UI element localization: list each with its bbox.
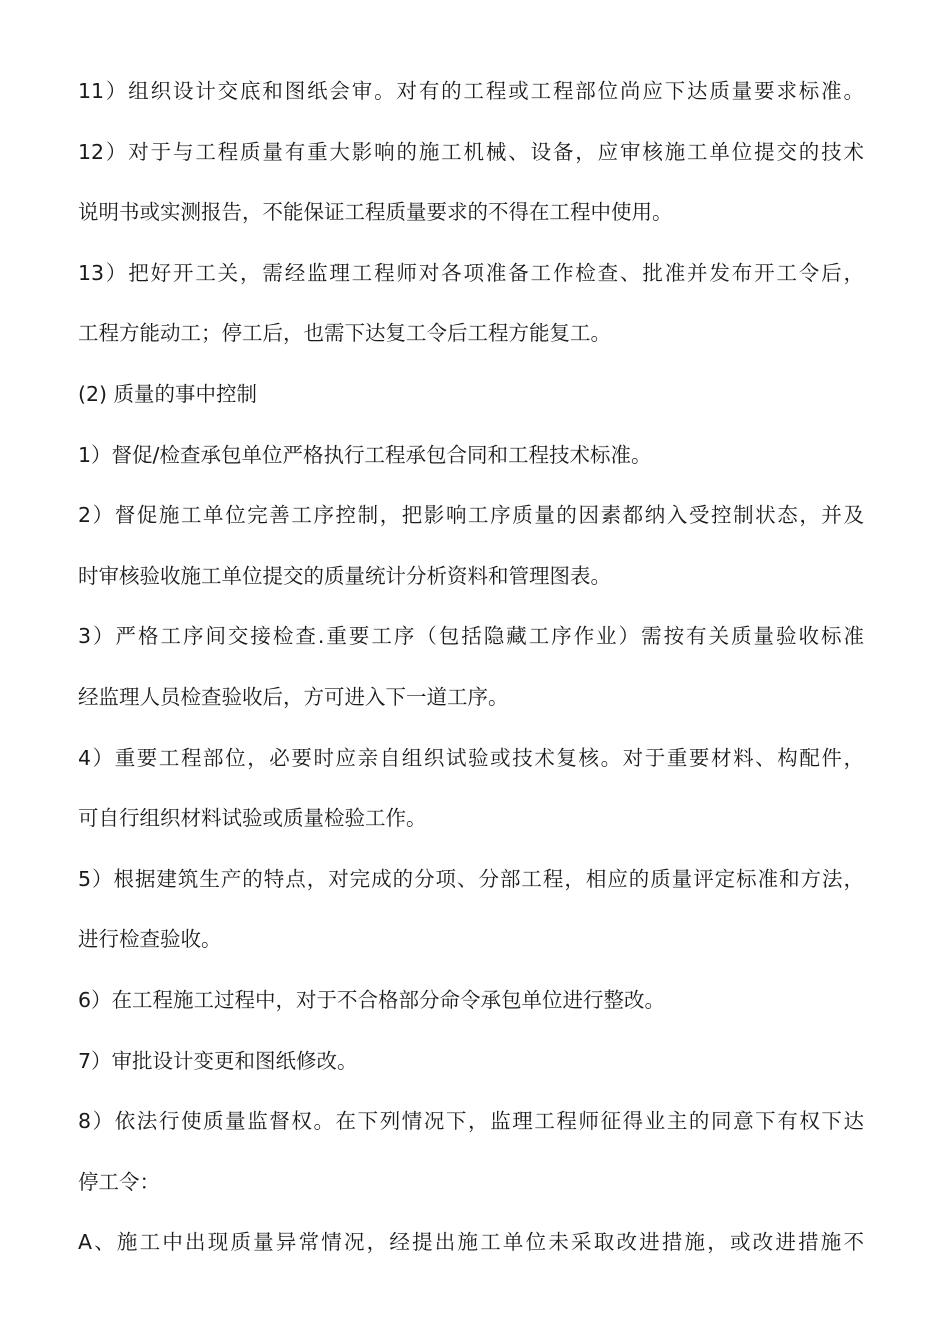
- text-line-item-13: 13）把好开工关，需经监理工程师对各项准备工作检查、批准并发布开工令后，: [78, 260, 864, 285]
- text-line-item-3: 3）严格工序间交接检查.重要工序（包括隐藏工序作业）需按有关质量验收标准: [78, 624, 864, 649]
- text-line-item-2-cont: 时审核验收施工单位提交的质量统计分析资料和管理图表。: [78, 563, 611, 588]
- text-line-item-13-cont: 工程方能动工；停工后，也需下达复工令后工程方能复工。: [78, 321, 611, 346]
- text-line-item-5-cont: 进行检查验收。: [78, 927, 222, 952]
- text-line-item-12-cont: 说明书或实测报告，不能保证工程质量要求的不得在工程中使用。: [78, 200, 673, 225]
- section-heading: (2) 质量的事中控制: [78, 381, 258, 406]
- document-body: [78, 61, 864, 1273]
- text-line-item-4-cont: 可自行组织材料试验或质量检验工作。: [78, 806, 427, 831]
- text-line-item-1: 1）督促/检查承包单位严格执行工程承包合同和工程技术标准。: [78, 442, 652, 467]
- text-line-item-6: 6）在工程施工过程中，对于不合格部分命令承包单位进行整改。: [78, 987, 666, 1012]
- text-line-item-7: 7）审批设计变更和图纸修改。: [78, 1048, 358, 1073]
- text-line-item-8-cont: 停工令：: [78, 1169, 160, 1194]
- text-line-item-11: 11）组织设计交底和图纸会审。对有的工程或工程部位尚应下达质量要求标准。: [78, 79, 864, 103]
- text-line-item-5: 5）根据建筑生产的特点，对完成的分项、分部工程，相应的质量评定标准和方法，: [78, 866, 864, 891]
- text-line-item-2: 2）督促施工单位完善工序控制，把影响工序质量的因素都纳入受控制状态，并及: [78, 503, 864, 528]
- text-line-item-4: 4）重要工程部位，必要时应亲自组织试验或技术复核。对于重要材料、构配件，: [78, 745, 864, 770]
- text-line-item-a: A、施工中出现质量异常情况，经提出施工单位未采取改进措施，或改进措施不: [78, 1230, 864, 1255]
- text-line-item-12: 12）对于与工程质量有重大影响的施工机械、设备，应审核施工单位提交的技术: [78, 139, 864, 164]
- text-line-item-3-cont: 经监理人员检查验收后，方可进入下一道工序。: [78, 684, 509, 709]
- text-line-item-8: 8）依法行使质量监督权。在下列情况下，监理工程师征得业主的同意下有权下达: [78, 1109, 864, 1134]
